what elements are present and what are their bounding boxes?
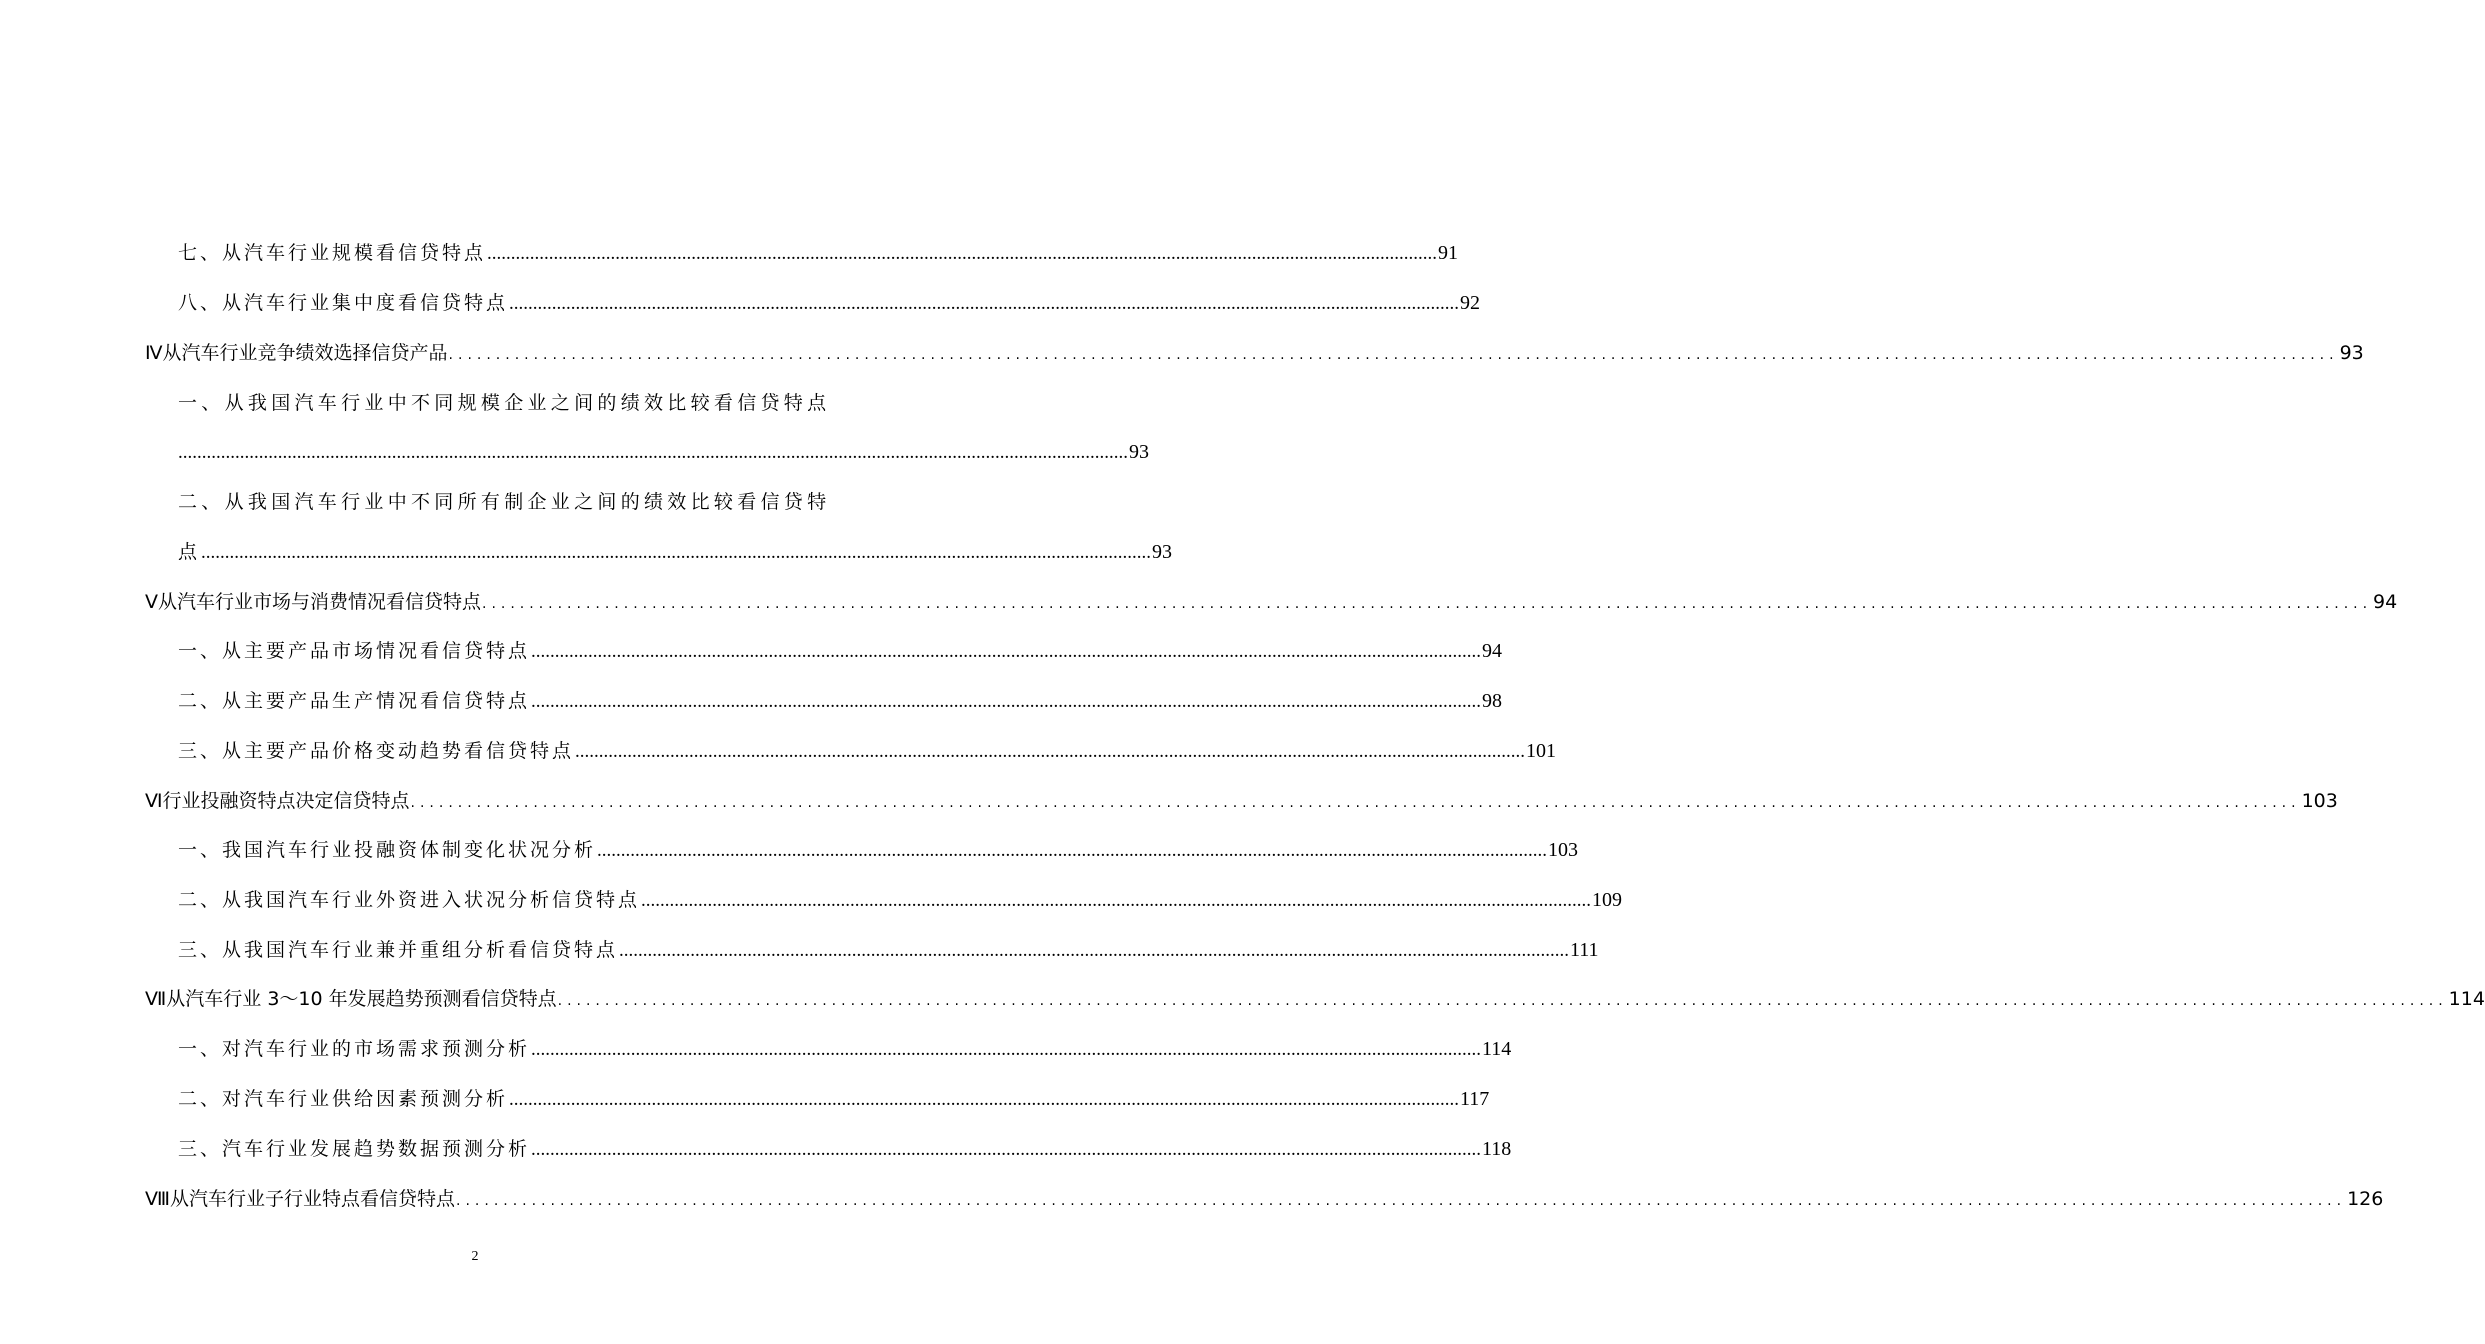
- toc-entry-title: Ⅵ行业投融资特点决定信贷特点: [145, 790, 410, 812]
- toc-entry-page: 103: [2301, 790, 2338, 812]
- dot-leader: ........................................................................................................................................................................................................: [641, 890, 1592, 911]
- dot-leader: ........................................................................................................................................................................................................: [531, 1139, 1482, 1160]
- toc-entry[interactable]: [178, 290, 1481, 317]
- dot-leader: ........................................................................................................................................................................................................: [456, 1193, 2347, 1209]
- toc-entry-line2[interactable]: [178, 439, 1149, 466]
- toc-entry-page: 93: [1129, 441, 1149, 463]
- toc-entry-title: 三、从我国汽车行业兼并重组分析看信贷特点: [178, 939, 619, 961]
- toc-entry[interactable]: [178, 1036, 1512, 1063]
- toc-entry-page: 92: [1460, 292, 1481, 314]
- toc-chapter-entry[interactable]: [145, 788, 2338, 816]
- toc-entry-title: 二、对汽车行业供给因素预测分析: [178, 1088, 509, 1110]
- dot-leader: ........................................................................................................................................................................................................: [531, 1039, 1482, 1060]
- dot-leader: ........................................................................................................................................................................................................: [557, 993, 2448, 1009]
- toc-entry[interactable]: [178, 937, 1599, 964]
- dot-leader: ........................................................................................................................................................................................................: [487, 243, 1438, 264]
- toc-entry-title: 八、从汽车行业集中度看信贷特点: [178, 292, 509, 314]
- dot-leader: ........................................................................................................................................................................................................: [410, 795, 2301, 811]
- toc-entry-title: 二、从主要产品生产情况看信贷特点: [178, 690, 531, 712]
- toc-entry-page: 94: [1482, 640, 1503, 662]
- toc-entry-page: 98: [1482, 690, 1503, 712]
- toc-entry-title: 二、从我国汽车行业中不同所有制企业之间的绩效比较看信贷特: [178, 491, 831, 513]
- toc-entry[interactable]: [178, 240, 1459, 267]
- toc-entry-title: 三、从主要产品价格变动趋势看信贷特点: [178, 740, 575, 762]
- toc-entry-page: 114: [1482, 1038, 1512, 1060]
- toc-entry-page: 111: [1570, 939, 1599, 961]
- toc-entry[interactable]: [178, 738, 1557, 765]
- toc-chapter-entry[interactable]: [145, 1186, 2384, 1214]
- dot-leader: ........................................................................................................................................................................................................: [509, 1089, 1460, 1110]
- toc-entry-title-continued: 点: [178, 541, 201, 563]
- toc-entry-title: 一、从主要产品市场情况看信贷特点: [178, 640, 531, 662]
- toc-entry-page: 109: [1592, 889, 1623, 911]
- toc-entry-page: 118: [1482, 1138, 1512, 1160]
- dot-leader: ........................................................................................................................................................................................................: [201, 542, 1152, 563]
- toc-entry[interactable]: [178, 1136, 1512, 1163]
- dot-leader: ........................................................................................................................................................................................................: [531, 691, 1482, 712]
- dot-leader: ........................................................................................................................................................................................................: [575, 741, 1526, 762]
- toc-entry-line2[interactable]: [178, 539, 1173, 566]
- toc-chapter-entry[interactable]: [145, 340, 2364, 368]
- toc-entry-page: 93: [2339, 342, 2364, 364]
- toc-entry-page: 114: [2448, 988, 2485, 1010]
- toc-entry-line1[interactable]: [178, 390, 831, 416]
- toc-entry[interactable]: [178, 638, 1503, 665]
- dot-leader: ........................................................................................................................................................................................................: [531, 641, 1482, 662]
- dot-leader: ........................................................................................................................................................................................................: [178, 442, 1128, 463]
- toc-entry[interactable]: [178, 1086, 1490, 1113]
- dot-leader: ........................................................................................................................................................................................................: [482, 596, 2373, 612]
- toc-entry[interactable]: [178, 837, 1579, 864]
- toc-entry-line1[interactable]: [178, 489, 831, 515]
- toc-entry-title: Ⅶ从汽车行业 3～10 年发展趋势预测看信贷特点: [145, 988, 557, 1010]
- toc-entry-page: 94: [2373, 591, 2398, 613]
- toc-entry-title: Ⅳ从汽车行业竞争绩效选择信贷产品: [145, 342, 448, 364]
- toc-entry-title: Ⅴ从汽车行业市场与消费情况看信贷特点: [145, 591, 481, 613]
- toc-entry-page: 117: [1460, 1088, 1490, 1110]
- toc-entry-title: 一、从我国汽车行业中不同规模企业之间的绩效比较看信贷特点: [178, 392, 831, 414]
- toc-chapter-entry[interactable]: [145, 589, 2398, 617]
- toc-entry-title: 二、从我国汽车行业外资进入状况分析信贷特点: [178, 889, 641, 911]
- dot-leader: ........................................................................................................................................................................................................: [448, 347, 2339, 363]
- dot-leader: ........................................................................................................................................................................................................: [509, 293, 1460, 314]
- toc-chapter-entry[interactable]: [145, 986, 2485, 1014]
- toc-entry-title: 一、我国汽车行业投融资体制变化状况分析: [178, 839, 597, 861]
- toc-entry-page: 126: [2347, 1188, 2384, 1210]
- toc-entry[interactable]: [178, 688, 1503, 715]
- toc-entry-title: Ⅷ从汽车行业子行业特点看信贷特点: [145, 1188, 456, 1210]
- toc-entry-title: 三、汽车行业发展趋势数据预测分析: [178, 1138, 531, 1160]
- toc-entry-page: 91: [1438, 242, 1459, 264]
- page-number: 2: [471, 1249, 479, 1264]
- toc-entry-title: 一、对汽车行业的市场需求预测分析: [178, 1038, 531, 1060]
- toc-entry-page: 101: [1526, 740, 1557, 762]
- toc-entry-title: 七、从汽车行业规模看信贷特点: [178, 242, 487, 264]
- toc-entry-page: 93: [1152, 541, 1173, 563]
- toc-entry-page: 103: [1548, 839, 1579, 861]
- dot-leader: ........................................................................................................................................................................................................: [619, 940, 1570, 961]
- dot-leader: ........................................................................................................................................................................................................: [597, 840, 1548, 861]
- toc-entry[interactable]: [178, 887, 1623, 914]
